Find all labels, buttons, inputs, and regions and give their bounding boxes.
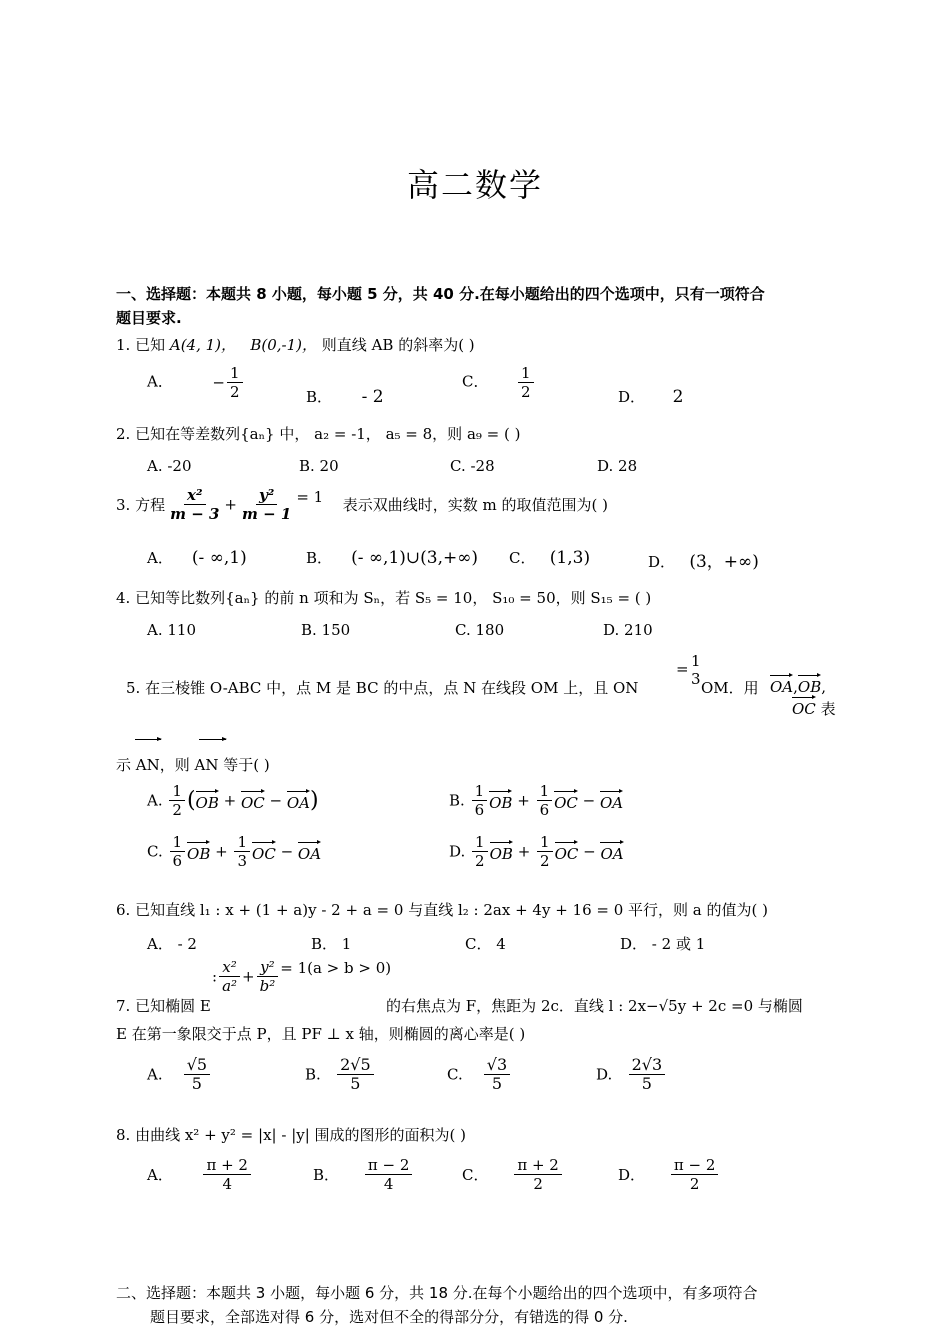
q7-option-d[interactable]: D. $\frac{2√3}{5}$ bbox=[596, 1056, 667, 1093]
q8-option-b[interactable]: B． $\frac{\pi - 2}{4}$ bbox=[313, 1156, 414, 1193]
q2-option-a[interactable]: A. -20 bbox=[147, 457, 192, 475]
q5-arrow-1 bbox=[135, 739, 161, 740]
q1-option-d[interactable]: D． 2 bbox=[618, 387, 684, 407]
q7-option-a[interactable]: A. $\frac{√5}{5}$ bbox=[147, 1056, 212, 1093]
question-7-line-2: E 在第一象限交于点 P，且 PF ⊥ x 轴，则椭圆的离心率是( ) bbox=[116, 1025, 526, 1043]
section-1-line-1: 一、选择题：本题共 8 小题，每小题 5 分，共 40 分.在每小题给出的四个选项中，只有一项符合 bbox=[116, 285, 765, 303]
section-1-heading bbox=[116, 282, 765, 330]
q4-option-c[interactable]: C. 180 bbox=[455, 621, 505, 639]
q6-option-d[interactable]: D． - 2 或 1 bbox=[620, 935, 706, 953]
q7-option-c[interactable]: C. $\frac{√3}{5}$ bbox=[447, 1056, 512, 1093]
q5-fraction: 1 3 bbox=[691, 652, 701, 688]
question-1: 1. 已知 A(4, 1)， B(0,-1)， 则直线 AB 的斜率为( ) bbox=[116, 336, 475, 354]
q3-option-c[interactable]: C． (1,3) bbox=[509, 548, 591, 568]
q6-option-b[interactable]: B． 1 bbox=[311, 935, 352, 953]
q2-option-d[interactable]: D. 28 bbox=[597, 457, 638, 475]
q2-option-c[interactable]: C. -28 bbox=[450, 457, 495, 475]
q7-ellipse-eq: : $\frac{\text{x²}}{\text{a²}}$ + $\frac{\text{y²}}{\text{b²}}$ = 1(a > b > 0) bbox=[212, 958, 392, 995]
q5-option-b[interactable]: B. $\frac{1}{6}$ OB + $\frac{1}{6}$ OC − OA bbox=[449, 782, 624, 819]
q5-option-c[interactable]: C. $\frac{1}{6}$ OB + $\frac{1}{3}$ OC − OA bbox=[147, 833, 322, 870]
q5-om: OM．用 bbox=[701, 679, 759, 697]
q8-option-c[interactable]: C． $\frac{\pi + 2}{2}$ bbox=[462, 1156, 564, 1193]
q5-arrow-2 bbox=[199, 739, 226, 740]
q4-option-b[interactable]: B. 150 bbox=[301, 621, 351, 639]
q1-option-a[interactable]: A． − $\frac{1}{2}$ bbox=[147, 364, 245, 401]
question-7-post: 的右焦点为 F，焦距为 2c．直线 l : 2x−√5y + 2c =0 与椭圆 bbox=[386, 997, 803, 1015]
section-2-line-1: 二、选择题：本题共 3 小题，每小题 6 分，共 18 分.在每个小题给出的四个选项中，有多项符合 bbox=[116, 1284, 758, 1302]
page-title: 高二数学 bbox=[406, 166, 543, 204]
q7-option-b[interactable]: B. $\frac{2√5}{5}$ bbox=[305, 1056, 376, 1093]
q5-basis: OA,OB, bbox=[770, 673, 826, 696]
q5-option-a[interactable]: A. $\frac{1}{2}$ (OB + OC − OA) bbox=[147, 782, 319, 819]
question-5-line-2: 示 AN，则 AN 等于( ) bbox=[116, 756, 270, 774]
question-4: 4. 已知等比数列{aₙ} 的前 n 项和为 Sₙ，若 S₅ = 10， S₁₀ = 50，则 S₁₅ = ( ) bbox=[116, 589, 652, 607]
q8-option-a[interactable]: A． $\frac{\pi + 2}{4}$ bbox=[147, 1156, 253, 1193]
q1-option-b[interactable]: B． - 2 bbox=[306, 387, 384, 407]
q6-option-a[interactable]: A． - 2 bbox=[147, 935, 197, 953]
q2-option-b[interactable]: B. 20 bbox=[299, 457, 339, 475]
section-1-line-2: 题目要求. bbox=[116, 309, 182, 327]
question-5-line-1: 5. 在三棱锥 O-ABC 中，点 M 是 BC 的中点，点 N 在线段 OM 上，且 ON bbox=[126, 679, 639, 697]
q6-option-c[interactable]: C． 4 bbox=[465, 935, 506, 953]
q5-basis-oc: OC 表 bbox=[792, 695, 836, 719]
q3-option-b[interactable]: B． (- ∞,1)∪(3,+∞) bbox=[306, 548, 479, 568]
q5-option-d[interactable]: D. $\frac{1}{2}$ OB + $\frac{1}{2}$ OC − OA bbox=[449, 833, 624, 870]
question-6: 6. 已知直线 l₁ : x + (1 + a)y - 2 + a = 0 与直线 l₂ : 2ax + 4y + 16 = 0 平行，则 a 的值为( ) bbox=[116, 901, 768, 919]
section-2-heading bbox=[116, 1281, 758, 1329]
question-7-pre: 7. 已知椭圆 E bbox=[116, 997, 211, 1015]
section-2-line-2: 题目要求，全部选对得 6 分，选对但不全的得部分分，有错选的得 0 分. bbox=[150, 1308, 628, 1326]
q3-option-d[interactable]: D． (3，+∞) bbox=[648, 552, 759, 572]
q4-option-a[interactable]: A. 110 bbox=[147, 621, 196, 639]
q8-option-d[interactable]: D． $\frac{\pi - 2}{2}$ bbox=[618, 1156, 720, 1193]
q1-option-c[interactable]: C． $\frac{1}{2}$ bbox=[462, 364, 536, 401]
question-3: 3. 方程 $\frac{\text{x²}}{m - 3}$ + $\frac{\text{y²}}{m - 1}$ = 1 表示双曲线时，实数 m 的取值范围为( ) bbox=[116, 486, 609, 523]
q4-option-d[interactable]: D. 210 bbox=[603, 621, 653, 639]
question-8: 8. 由曲线 x² + y² = |x| - |y| 围成的图形的面积为( ) bbox=[116, 1126, 467, 1144]
q5-eq-sign: = bbox=[676, 660, 689, 678]
q3-option-a[interactable]: A． (- ∞,1) bbox=[147, 548, 247, 568]
question-2: 2. 已知在等差数列{aₙ} 中， a₂ = -1， a₅ = 8，则 a₉ = ( ) bbox=[116, 425, 521, 443]
